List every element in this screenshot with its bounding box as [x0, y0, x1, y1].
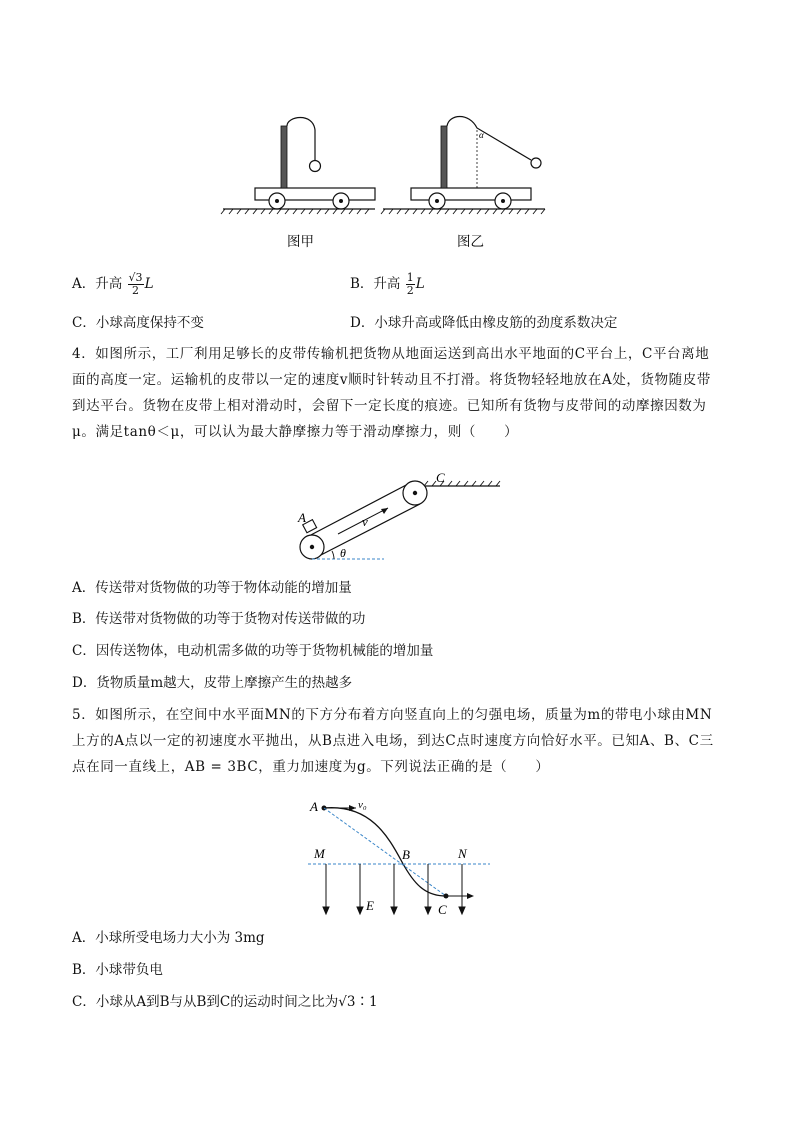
q4-stem: 4．如图所示，工厂利用足够长的皮带传输机把货物从地面运送到高出水平地面的C平台上，C平台离地面的高度一定。运输机的皮带以一定的速度v顺时针转动且不打滑。将货物轻轻地放在A处，货物随皮带到达平台。货物在皮带上相对滑动时，会留下一定长度的痕迹。已知所有货物与皮带间的动摩擦因数为μ。满足tanθ＜μ，可以认为最大静摩擦力等于滑动摩擦力，则（ ） — [72, 346, 711, 440]
q3-option-b: B．升高 $\frac{1}{2}$ L — [350, 271, 425, 297]
q4-label-v: v — [362, 514, 368, 529]
q3-figure — [215, 108, 555, 253]
q4-option-b: B．传送带对货物做的功等于货物对传送带做的功 — [72, 611, 366, 627]
q3-option-a: A．升高 $\frac{√3}{2}$ L — [72, 271, 154, 297]
q5-stem: 5．如图所示，在空间中水平面MN的下方分布着方向竖直向上的匀强电场，质量为m的带电小球由MN上方的A点以一定的初速度水平抛出，从B点进入电场，到达C点时速度方向恰好水平。已知A、B、C三点在同一直线上，AB = 3BC，重力加速度为g。下列说法正确的是（ ） — [72, 707, 714, 775]
q3-option-a-fraction: $\frac{√3}{2}$ — [128, 271, 143, 297]
q4-label-theta: θ — [340, 546, 346, 560]
q5-option-c: C．小球从A到B与从B到C的运动时间之比为√3∶1 — [72, 994, 378, 1010]
q4-option-d: D．货物质量m越大，皮带上摩擦产生的热越多 — [72, 675, 353, 691]
q3-option-b-fraction: $\frac{1}{2}$ — [406, 271, 414, 297]
q5-label-e: E — [366, 898, 374, 913]
q4-option-a: A．传送带对货物做的功等于物体动能的增加量 — [72, 580, 352, 596]
q4-conveyor-figure — [288, 466, 508, 566]
caption-jia: 图甲 — [287, 234, 314, 249]
cart-jia — [221, 118, 375, 215]
cart-yi — [381, 117, 545, 215]
q4-label-c: C — [436, 470, 445, 485]
q5-label-v0: v₀ — [358, 799, 367, 811]
q5-option-a: A．小球所受电场力大小为 3mg — [72, 930, 265, 946]
angle-alpha-label: α — [479, 130, 484, 140]
q4-option-c: C．因传送物体，电动机需多做的功等于货物机械能的增加量 — [72, 643, 434, 659]
q4-label-a: A — [298, 510, 306, 525]
q5-option-b: B．小球带负电 — [72, 962, 163, 978]
q5-label-n: N — [458, 846, 467, 861]
q5-field-figure — [300, 796, 500, 918]
q3-option-d: D．小球升高或降低由橡皮筋的劲度系数决定 — [350, 315, 618, 331]
q5-label-a: A — [310, 799, 318, 814]
q5-label-c: C — [438, 902, 447, 917]
caption-yi: 图乙 — [457, 234, 484, 249]
q5-label-b: B — [402, 847, 410, 862]
q3-option-c: C．小球高度保持不变 — [72, 315, 204, 331]
q5-label-m: M — [314, 846, 325, 861]
